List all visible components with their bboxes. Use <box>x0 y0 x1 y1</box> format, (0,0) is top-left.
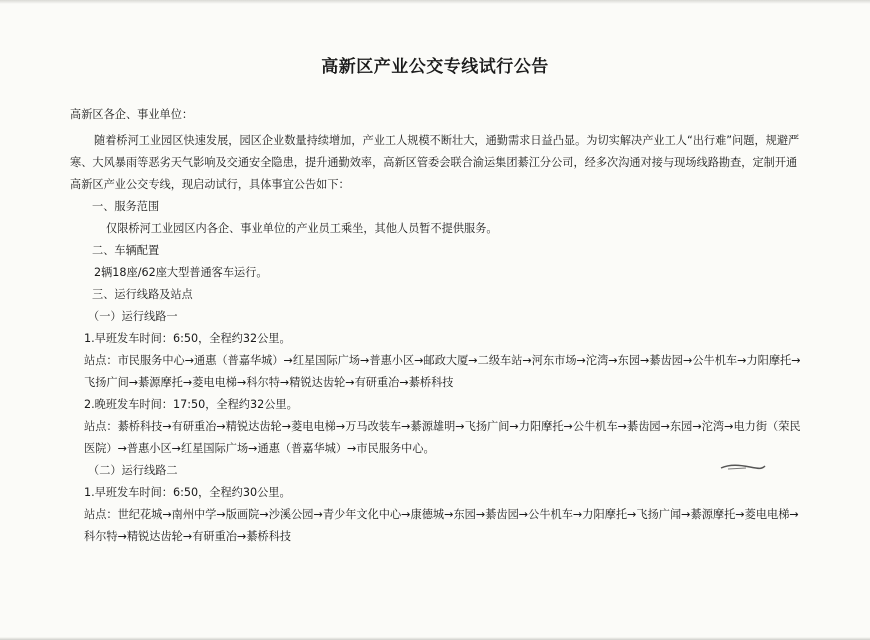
route1-evening: 2.晚班发车时间：17:50，全程约32公里。 <box>84 398 298 411</box>
section-heading-vehicles: 二、车辆配置 <box>92 244 160 257</box>
section-heading-routes: 三、运行线路及站点 <box>92 288 193 301</box>
document-body <box>70 104 806 548</box>
intro-paragraph: 随着桥河工业园区快速发展，园区企业数量持续增加，产业工人规模不断壮大，通勤需求日益凸显。为切实解决产业工人“出行难”问题，规避严寒、大风暴雨等恶劣天气影响及交通安全隐患，提升通勤效率，高新区管委会联合渝运集团綦江分公司，经多次沟通对接与现场线路勘查，定制开通高新区产业公交专线，现启动试行，具体事宜公告如下： <box>70 134 800 191</box>
service-scope-text: 仅限桥河工业园区内各企、事业单位的产业员工乘坐，其他人员暂不提供服务。 <box>106 222 498 235</box>
route2-heading: （二）运行线路二 <box>88 464 178 477</box>
scan-edge-top <box>0 0 870 4</box>
route1-morning-stops: 站点：市民服务中心→通惠（普嘉华城）→红星国际广场→普惠小区→邮政大厦→二级车站→河东市场→沱湾→东园→綦齿园→公牛机车→力阳摩托→飞扬广间→綦源摩托→菱电电梯→科尔特→精锐达齿轮→有研重冶→綦桥科技 <box>84 354 801 389</box>
route2-morning-stops: 站点：世纪花城→南州中学→版画院→沙溪公园→青少年文化中心→康德城→东园→綦齿园→公牛机车→力阳摩托→飞扬广闻→綦源摩托→菱电电梯→科尔特→精锐达齿轮→有研重冶→綦桥科技 <box>84 508 799 543</box>
route1-evening-stops: 站点：綦桥科技→有研重冶→精锐达齿轮→菱电电梯→万马改装车→綦源雄明→飞扬广间→力阳摩托→公牛机车→綦齿园→东园→沱湾→电力街（荣民医院）→普惠小区→红星国际广场→通惠（普嘉华城）→市民服务中心。 <box>84 420 801 455</box>
route2-morning: 1.早班发车时间：6:50，全程约30公里。 <box>84 486 291 499</box>
vehicles-text: 2辆18座/62座大型普通客车运行。 <box>94 266 268 279</box>
page-title: 高新区产业公交专线试行公告 <box>321 57 549 77</box>
salutation: 高新区各企、事业单位： <box>70 108 194 121</box>
route1-heading: （一）运行线路一 <box>88 310 178 323</box>
scan-smudge-mark <box>720 462 766 472</box>
section-heading-service-scope: 一、服务范围 <box>92 200 160 213</box>
route1-morning: 1.早班发车时间：6:50，全程约32公里。 <box>84 332 291 345</box>
